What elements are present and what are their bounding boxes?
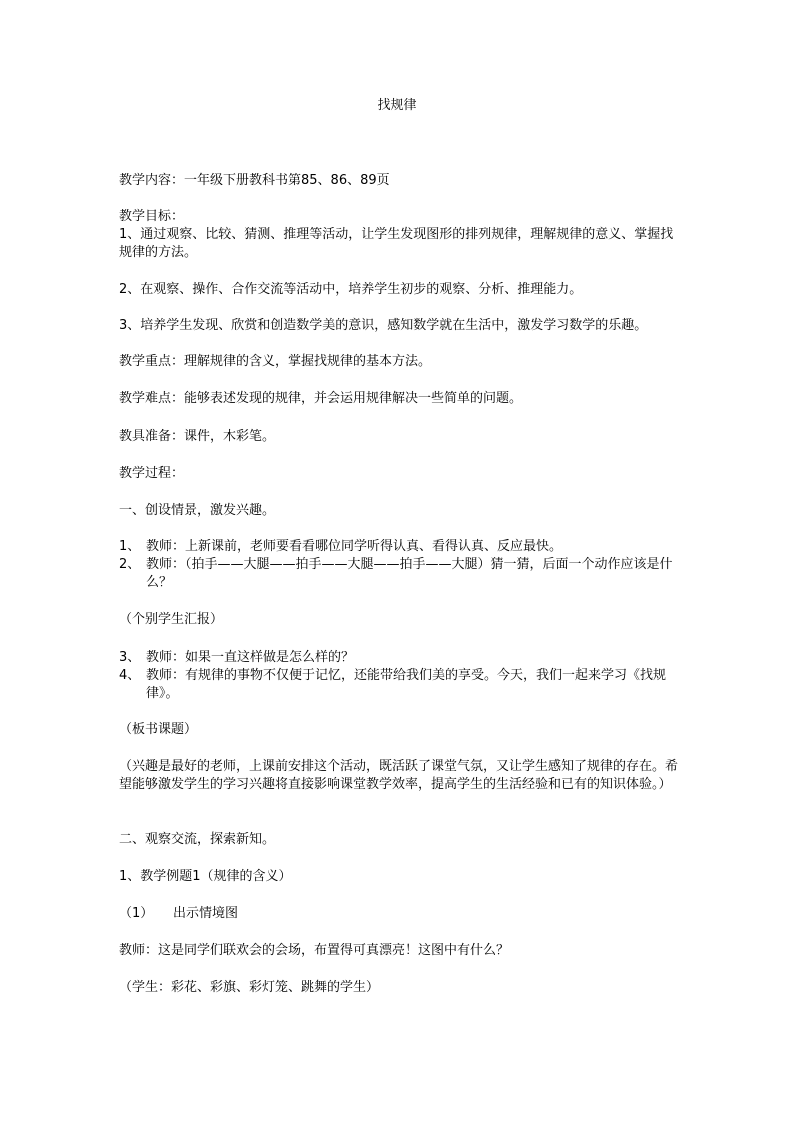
student-answer: （学生：彩花、彩旗、彩灯笼、跳舞的学生） xyxy=(119,980,380,995)
list-number: 4、 xyxy=(119,668,141,683)
sub-item-text: 出示情境图 xyxy=(173,906,239,921)
list-text: 教师：（拍手——大腿——拍手——大腿——拍手——大腿）猜一猜，后面一个动作应该是什么？ xyxy=(146,557,673,590)
example-1-heading: 1、教学例题1（规律的含义） xyxy=(119,869,292,884)
list-item xyxy=(119,556,679,592)
list-number: 2、 xyxy=(119,557,141,572)
list-item xyxy=(119,667,679,703)
document-title: 找规律 xyxy=(377,98,417,113)
key-point: 教学重点：理解规律的含义，掌握找规律的基本方法。 xyxy=(119,354,432,369)
list-text: 教师：上新课前，老师要看看哪位同学听得认真、看得认真、反应最快。 xyxy=(146,539,563,554)
teacher-question: 教师：这是同学们联欢会的会场，布置得可真漂亮！这图中有什么？ xyxy=(119,943,510,958)
list-item xyxy=(119,649,679,667)
teaching-tools: 教具准备：课件，木彩笔。 xyxy=(119,429,276,444)
goals-heading: 教学目标： xyxy=(119,209,185,224)
sub-item-number: （1） xyxy=(119,906,154,921)
goal-2: 2、在观察、操作、合作交流等活动中，培养学生初步的观察、分析、推理能力。 xyxy=(119,282,583,297)
goal-1: 1、通过观察、比较、猜测、推理等活动，让学生发现图形的排列规律，理解规律的意义、掌握找规律的方法。 xyxy=(119,227,674,260)
goal-3: 3、培养学生发现、欣赏和创造数学美的意识，感知数学就在生活中，激发学习数学的乐趣。 xyxy=(119,318,648,333)
teaching-comment: （兴趣是最好的老师，上课前安排这个活动，既活跃了课堂气氛，又让学生感知了规律的存在。希望能够激发学生的学习兴趣将直接影响课堂教学效率，提高学生的生活经验和已有的知识体验。） xyxy=(119,759,679,792)
sub-item xyxy=(119,905,679,923)
process-heading: 教学过程： xyxy=(119,466,185,481)
section-2-heading: 二、观察交流，探索新知。 xyxy=(119,832,276,847)
section-1-heading: 一、创设情景，激发兴趣。 xyxy=(119,503,276,518)
list-number: 3、 xyxy=(119,650,141,665)
note-board-title: （板书课题） xyxy=(119,722,198,737)
teaching-content: 教学内容：一年级下册教科书第85、86、89页 xyxy=(119,173,390,188)
list-item xyxy=(119,538,679,556)
list-number: 1、 xyxy=(119,539,141,554)
list-text: 教师：如果一直这样做是怎么样的？ xyxy=(146,650,355,665)
difficulty: 教学难点：能够表述发现的规律，并会运用规律解决一些简单的问题。 xyxy=(119,391,523,406)
list-text: 教师：有规律的事物不仅便于记忆，还能带给我们美的享受。今天，我们一起来学习《找规律》。 xyxy=(146,668,667,701)
note-student-report: （个别学生汇报） xyxy=(119,612,224,627)
